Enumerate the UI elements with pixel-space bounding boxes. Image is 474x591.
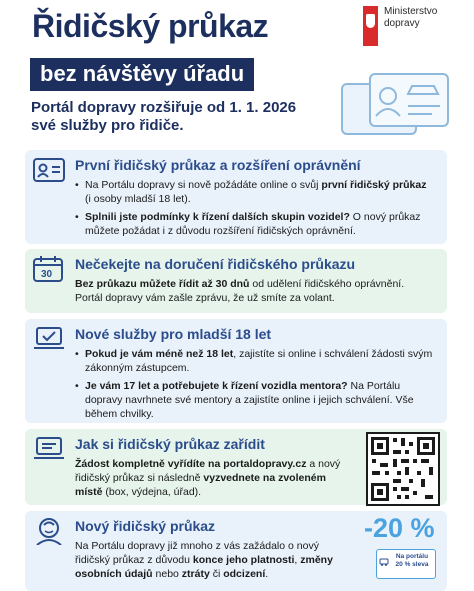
discount-tag-line2: 20 % sleva <box>395 561 429 568</box>
section-no-waiting <box>25 249 447 313</box>
page-title: Řidičský průkaz <box>32 8 269 44</box>
person-icon <box>33 517 65 545</box>
list-item: • Pokud je vám méně než 18 let, zajistíte si online i schválení žádosti svým zákonným zástupcem. <box>75 347 435 375</box>
section-under-18 <box>25 319 447 423</box>
section-heading: První řidičský průkaz a rozšíření oprávnění <box>75 157 361 173</box>
section-text: Žádost kompletně vyřídíte na portaldopravy.cz a nový řidičský průkaz si následně vyzvednete na zvoleném místě (box, výdejna, úřad). <box>75 458 341 498</box>
intro-line1: Portál dopravy rozšiřuje od 1. 1. 2026 <box>31 99 297 116</box>
section-heading: Jak si řidičský průkaz zařídit <box>75 436 265 452</box>
list-item: • Splnili jste podmínky k řízení dalších skupin vozidel? O nový průkaz můžete požádat i z důvodu rozšíření řidičských oprávnění. <box>75 210 435 238</box>
section-text: Portál dopravy vám zašle zprávu, že už smíte za volant. <box>75 292 335 304</box>
discount-promo <box>362 513 442 589</box>
section-text: Bez průkazu můžete řídit až 30 dnů od udělení řidičského oprávnění. <box>75 278 405 290</box>
ministry-emblem-icon <box>363 6 378 46</box>
ministry-name-line1: Ministerstvo <box>384 6 438 17</box>
svg-text:30: 30 <box>41 269 53 280</box>
car-icon <box>379 555 389 567</box>
section-heading: Nečekejte na doručení řidičského průkazu <box>75 256 356 272</box>
section-text: Na Portálu dopravy již mnoho z vás zažádalo o nový řidičský průkaz z důvodu konce jeho platnosti, změny osobních údajů nebo ztráty či odcizení. <box>75 540 333 580</box>
calendar-30-icon <box>33 255 65 283</box>
list-item: • Na Portálu dopravy si nově požádáte online o svůj první řidičský průkaz (i osoby mladší 18 let). <box>75 178 435 206</box>
ministry-name-line2: dopravy <box>384 18 420 29</box>
section-heading: Nové služby pro mladší 18 let <box>75 326 272 342</box>
section-first-licence <box>25 150 447 244</box>
qr-code[interactable] <box>366 432 440 506</box>
laptop-check-icon <box>33 325 65 353</box>
discount-tag-line1: Na portálu <box>395 553 429 560</box>
intro-line2: své služby pro řidiče. <box>31 117 184 134</box>
discount-percent: -20 % <box>364 513 435 543</box>
driving-licence-cards-icon <box>340 70 452 146</box>
section-heading: Nový řidičský průkaz <box>75 518 216 534</box>
laptop-icon <box>33 435 65 463</box>
intro-text <box>31 99 331 135</box>
ministry-logo <box>363 6 437 46</box>
id-card-icon <box>33 156 65 184</box>
page-subtitle: bez návštěvy úřadu <box>30 58 254 91</box>
list-item: • Je vám 17 let a potřebujete k řízení vozidla mentora? Na Portálu dopravy navrhnete své mentory a zajistíte online i jejich schválení. Vše během chvilky. <box>75 379 435 421</box>
